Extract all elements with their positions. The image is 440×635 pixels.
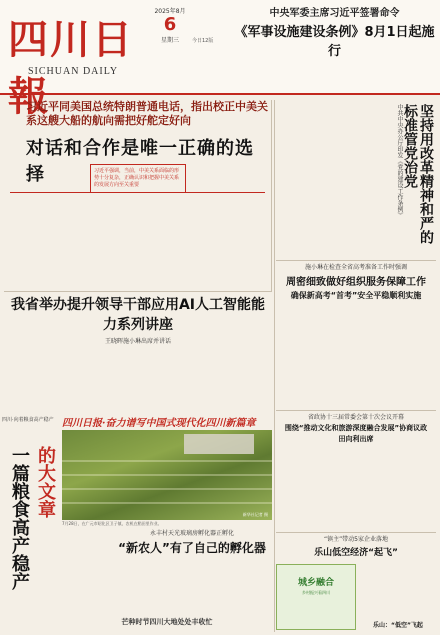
date-day: 6: [163, 14, 177, 35]
issue-date: [150, 6, 190, 44]
rural-promo[interactable]: [276, 564, 356, 630]
incubator-title: “新农人”有了自己的孵化器: [118, 541, 266, 555]
grain-kicker: 四川·向着粮食高产稳产: [2, 417, 54, 423]
top-right-title: 《军事设施建设条例》8月1日起施行: [234, 25, 435, 59]
cppcc-title-2: 田向利出席: [338, 435, 374, 443]
cppcc-kicker: 省政协十三届常委会第十次会议开幕: [307, 414, 404, 421]
photo-credit: 新华社记者 摄: [242, 512, 268, 517]
bottom-headline[interactable]: 芒种时节四川大地处处丰收忙: [121, 618, 213, 626]
grain-title-line1: 一篇粮食高产稳产: [9, 446, 30, 590]
promo-subtitle: 乡村振兴看四川: [302, 590, 330, 595]
side-title: 坚持用改革精神和严的标准管党治党: [402, 104, 434, 244]
leshan-article[interactable]: [276, 534, 436, 633]
leshan-kicker: “镇主”带动5家企业落地: [323, 536, 389, 543]
greenhouse-shape: [184, 434, 254, 454]
exam-article[interactable]: [276, 262, 436, 412]
date-year-month: 2025年8月: [154, 8, 186, 15]
grain-feature[interactable]: [0, 414, 60, 635]
promo-title: 城乡融合: [297, 578, 334, 588]
top-right-kicker: 中央军委主席习近平签署命令: [269, 8, 400, 19]
ai-lecture-article[interactable]: [4, 292, 272, 412]
side-subtitle: 中共中央办公厅印发《党的建设工作条例》: [396, 104, 403, 218]
ai-byline: 王晓晖施小琳出席并讲话: [104, 338, 171, 345]
column-divider: [274, 100, 275, 632]
farm-photo[interactable]: [62, 430, 272, 520]
lead-highlight-box: 习近平强调，当前，中美关系面临的形势十分复杂，正确认识和把握中美关系的发展方向至关重要: [90, 164, 186, 193]
lead-subtitle: 习近平同美国总统特朗普通电话，指出校正中美关系这艘大船的航向需把好舵定好向: [26, 100, 268, 127]
cppcc-title-1: 围绕“推动文化和旅游深度融合发展”协商议政: [284, 424, 428, 432]
newspaper-logo[interactable]: 四川日報: [8, 16, 134, 120]
exam-title-2: 确保新高考“首考”安全平稳顺利实施: [290, 291, 422, 300]
leshan-side-head: 乐山：“低空”飞起: [373, 622, 423, 629]
leshan-side: [360, 564, 436, 629]
newspaper-logo-english: SICHUAN DAILY: [28, 66, 119, 77]
ai-title: 我省举办提升领导干部应用AI人工智能能力系列讲座: [10, 297, 266, 333]
lead-title: 对话和合作是唯一正确的选择: [26, 138, 254, 185]
incubator-subtitle: 永丰村天光玻璃房孵化器正孵化: [149, 530, 234, 537]
field-row: [62, 488, 272, 490]
issue-meta: [192, 8, 230, 44]
cppcc-article[interactable]: [276, 412, 436, 532]
feature-banner: 四川日报·奋力谱写中国式现代化四川新篇章: [62, 418, 256, 429]
issue-pages: 今日12版: [192, 38, 214, 44]
exam-title-1: 周密细致做好组织服务保障工作: [286, 277, 426, 288]
top-right-headline[interactable]: [232, 4, 437, 59]
grain-title-line2: 的大文章: [35, 446, 56, 518]
field-row: [62, 474, 272, 476]
side-article[interactable]: [276, 100, 436, 260]
field-row: [62, 460, 272, 462]
leshan-title: 乐山低空经济“起飞”: [314, 548, 398, 558]
divider: [276, 532, 436, 533]
exam-kicker: 施小琳在检查全省高考准备工作时强调: [304, 264, 407, 271]
divider: [276, 260, 436, 261]
date-weekday: 星期三: [160, 37, 179, 44]
photo-description: 7月28日，在广元市昭化区卫子镇，农机在稻田里作业。: [62, 521, 162, 526]
lead-article[interactable]: [4, 100, 272, 292]
field-row: [62, 502, 272, 504]
